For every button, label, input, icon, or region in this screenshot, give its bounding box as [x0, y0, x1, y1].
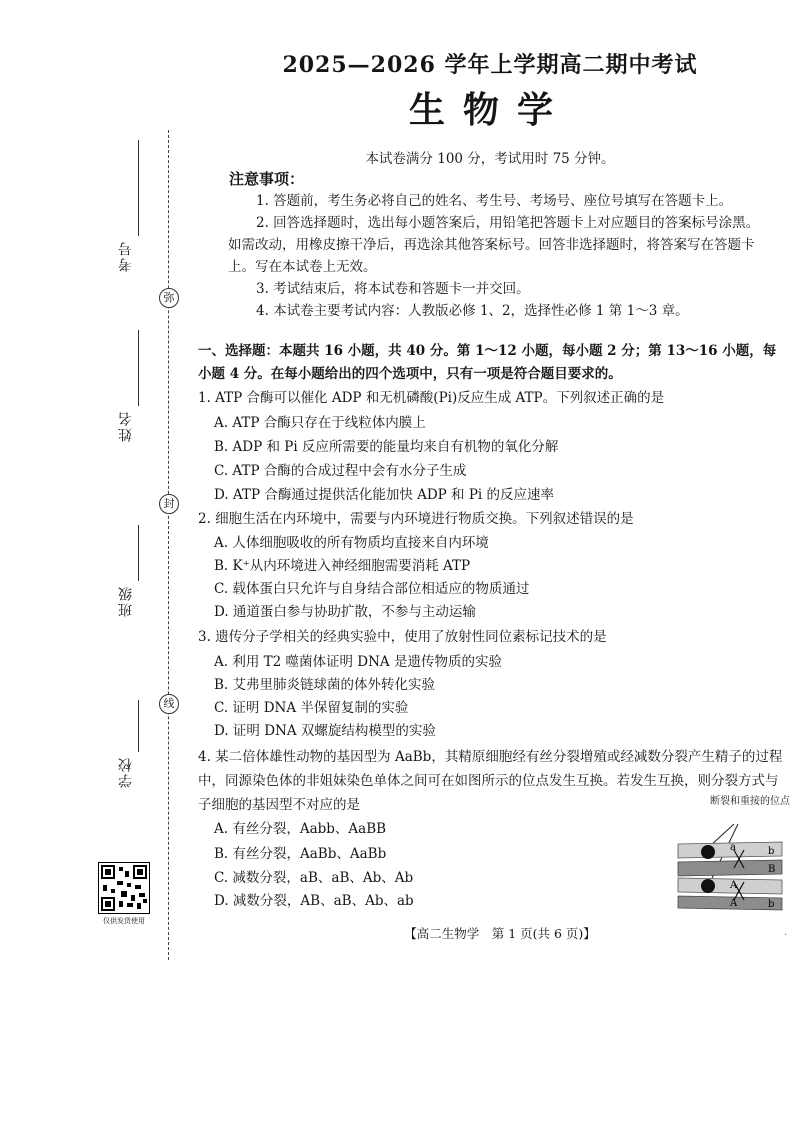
question-2-option-c: C. 载体蛋白只允许与自身结合部位相适应的物质通过	[214, 581, 530, 597]
page-mark: ·	[784, 930, 788, 941]
field-exam-number	[116, 140, 146, 320]
question-2-option-a: A. 人体细胞吸收的所有物质均直接来自内环境	[214, 535, 489, 551]
allele-label-4: A	[730, 880, 738, 891]
section-heading: 一、选择题：本题共 16 小题，共 40 分。第 1～12 小题，每小题 2 分；第 13～16 小题，每小题 4 分。在每小题给出的四个选项中，只有一项是符合题目要求的。	[198, 343, 777, 382]
field-class	[116, 525, 146, 675]
seal-mi: 弥	[159, 288, 179, 308]
chromosome-crossover-diagram	[672, 794, 790, 912]
question-3-option-b: B. 艾弗里肺炎链球菌的体外转化实验	[214, 677, 436, 693]
field-school	[116, 700, 146, 810]
question-2-stem: 2. 细胞生活在内环境中，需要与内环境进行物质交换。下列叙述错误的是	[198, 511, 634, 527]
allele-label-2: b	[768, 846, 775, 857]
allele-label-3: B	[768, 864, 776, 875]
centromere-lower	[701, 879, 715, 893]
score-line: 本试卷满分 100 分，考试用时 75 分钟。	[365, 151, 615, 167]
field-line-name	[138, 330, 139, 406]
qr-code-icon	[98, 862, 150, 914]
question-1-option-c: C. ATP 合酶的合成过程中会有水分子生成	[214, 463, 467, 479]
question-2-option-d: D. 通道蛋白参与协助扩散，不参与主动运输	[214, 604, 476, 620]
diagram-label: 断裂和重接的位点	[710, 796, 790, 807]
question-4-stem: 4. 某二倍体雄性动物的基因型为 AaBb，其精原细胞经有丝分裂增殖或经减数分裂产生精子的过程中，同源染色体的非姐妹染色单体之间可在如图所示的位点发生互换。若发生互换，则分裂方式与子细胞的基因型不对应的是	[198, 749, 783, 813]
notice-item-2: 2. 回答选择题时，选出每小题答案后，用铅笔把答题卡上对应题目的答案标号涂黑。如需改动，用橡皮擦干净后，再选涂其他答案标号。回答非选择题时，将答案写在答题卡上。写在本试卷上无效。	[228, 215, 760, 275]
notice-heading: 注意事项：	[229, 170, 305, 188]
question-1-option-d: D. ATP 合酶通过提供活化能加快 ADP 和 Pi 的反应速率	[214, 487, 555, 503]
field-label-class: 班级	[118, 585, 134, 617]
field-label-exam-number: 考号	[118, 240, 134, 272]
notice-item-3: 3. 考试结束后，将本试卷和答题卡一并交回。	[256, 281, 530, 297]
page-footer: 【高二生物学 第 1 页(共 6 页)】	[404, 926, 596, 941]
field-line-exam-number	[138, 140, 139, 236]
notice-item-4: 4. 本试卷主要考试内容：人教版必修 1、2，选择性必修 1 第 1～3 章。	[256, 303, 689, 319]
notice-item-1: 1. 答题前，考生务必将自己的姓名、考生号、考场号、座位号填写在答题卡上。	[256, 193, 733, 209]
binding-dashed-line	[168, 130, 169, 960]
question-3-stem: 3. 遗传分子学相关的经典实验中，使用了放射性同位素标记技术的是	[198, 629, 607, 645]
subject-title: 生物学	[408, 89, 571, 131]
question-1-stem: 1. ATP 合酶可以催化 ADP 和无机磷酸(Pi)反应生成 ATP。下列叙述正确的是	[198, 390, 665, 406]
question-2-option-b: B. K⁺从内环境进入神经细胞需要消耗 ATP	[214, 558, 471, 574]
allele-label-6: b	[768, 899, 775, 910]
field-line-school	[138, 700, 139, 752]
question-1-option-b: B. ADP 和 Pi 反应所需要的能量均来自有机物的氧化分解	[214, 439, 559, 455]
field-label-school: 学校	[118, 756, 134, 788]
question-4-option-c: C. 减数分裂，aB、aB、Ab、Ab	[214, 870, 414, 886]
chromatid-2	[678, 860, 782, 876]
seal-xian: 线	[159, 694, 179, 714]
field-label-name: 姓名	[118, 410, 134, 442]
allele-label-5: A	[730, 898, 738, 909]
question-3-option-d: D. 证明 DNA 双螺旋结构模型的实验	[214, 723, 436, 739]
question-4-option-d: D. 减数分裂，AB、aB、Ab、ab	[214, 893, 414, 909]
question-4-option-a: A. 有丝分裂，Aabb、AaBB	[214, 821, 387, 837]
question-3-option-c: C. 证明 DNA 半保留复制的实验	[214, 700, 409, 716]
exam-title: 2025—2026 学年上学期高二期中考试	[282, 52, 698, 78]
question-4-option-b: B. 有丝分裂，AaBb、AaBb	[214, 846, 387, 862]
question-1-option-a: A. ATP 合酶只存在于线粒体内膜上	[214, 415, 426, 431]
centromere-upper	[701, 845, 715, 859]
question-3-option-a: A. 利用 T2 噬菌体证明 DNA 是遗传物质的实验	[214, 654, 502, 670]
seal-feng: 封	[159, 494, 179, 514]
allele-label-1: a	[730, 842, 736, 853]
field-name	[116, 330, 146, 480]
field-line-class	[138, 525, 139, 581]
qr-caption: 仅供发货使用	[103, 917, 145, 925]
